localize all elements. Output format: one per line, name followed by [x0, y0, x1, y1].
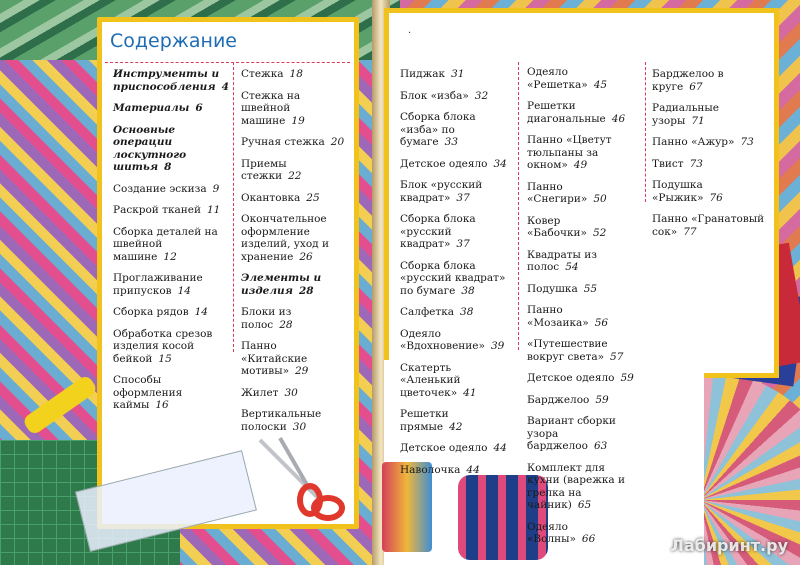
toc-entry: [400, 68, 512, 81]
toc-entry: [113, 124, 228, 174]
toc-entry: [527, 66, 639, 91]
toc-entry-page: 39: [490, 340, 505, 352]
toc-entry: [241, 213, 346, 263]
toc-entry-page: 56: [594, 316, 609, 329]
toc-entry-title: Салфетка: [400, 306, 455, 318]
toc-entry-page: 73: [740, 136, 754, 148]
toc-entry: [400, 260, 512, 298]
toc-entry: [113, 374, 228, 412]
toc-entry: [527, 394, 639, 407]
toc-entry-page: 33: [444, 136, 459, 148]
toc-entry-title: Ручная стежка: [241, 136, 325, 148]
toc-entry-title: Скатерть «Аленький цветочек»: [400, 361, 461, 399]
toc-entry-page: 29: [295, 365, 309, 377]
toc-entry: [400, 306, 512, 319]
toc-entry-title: Детское одеяло: [527, 372, 615, 384]
toc-entry: [241, 136, 346, 149]
toc-entry-page: 38: [461, 284, 475, 297]
toc-entry: [527, 415, 639, 453]
toc-entry-page: 46: [611, 112, 626, 125]
column-divider: [645, 62, 646, 202]
toc-entry: [527, 181, 639, 206]
toc-entry: [652, 179, 772, 204]
page-title: Содержание: [110, 30, 237, 52]
toc-entry-page: 28: [299, 284, 314, 297]
toc-entry: [400, 213, 512, 251]
toc-entry-title: Радиальные узоры: [652, 102, 720, 127]
toc-entry: [527, 249, 639, 274]
toc-entry-title: Детское одеяло: [400, 442, 488, 454]
toc-entry: [400, 408, 512, 433]
toc-entry-title: Блок «изба»: [400, 89, 469, 102]
toc-entry-title: Создание эскиза: [113, 182, 207, 195]
toc-entry-page: 12: [163, 250, 177, 263]
toc-entry-title: Одеяло «Решетка»: [527, 66, 588, 91]
toc-entry-page: 65: [577, 499, 592, 511]
toc-entry-title: Одеяло «Вдохновение»: [400, 327, 485, 352]
toc-entry-title: Материалы: [113, 102, 190, 114]
toc-entry: [241, 158, 346, 183]
toc-entry-page: 25: [306, 191, 320, 204]
toc-entry-title: Решетки прямые: [400, 408, 449, 433]
toc-entry-title: Сборка деталей на швейной машине: [113, 225, 218, 263]
toc-entry-page: 42: [449, 420, 463, 433]
toc-entry-title: Твист: [652, 157, 684, 170]
toc-entry-page: 50: [593, 193, 607, 205]
toc-entry-title: Барджелоо: [527, 393, 590, 406]
toc-entry: [241, 408, 346, 433]
toc-entry: [527, 283, 639, 296]
toc-entry: [527, 521, 639, 546]
toc-entry-page: 77: [683, 225, 697, 238]
toc-entry: [241, 306, 346, 331]
toc-entry-title: Барджелоо в круге: [652, 68, 724, 93]
toc-entry: [527, 462, 639, 512]
toc-column-5: [652, 68, 772, 247]
toc-entry: [527, 134, 639, 172]
toc-entry-page: 59: [620, 372, 634, 384]
toc-entry: [400, 158, 512, 171]
toc-entry-title: Раскрой тканей: [113, 204, 201, 216]
toc-entry-page: 44: [466, 463, 480, 476]
toc-entry: [652, 68, 772, 93]
toc-entry-page: 38: [460, 306, 474, 318]
toc-entry-title: Окончательное оформление изделий, уход и хранение: [241, 213, 329, 263]
toc-entry-title: Панно «Китайские мотивы»: [241, 340, 308, 377]
toc-entry-page: 4: [221, 80, 229, 93]
top-divider: [105, 62, 350, 63]
toc-entry-title: Квадраты из полос: [527, 248, 597, 273]
toc-entry-title: Блок «русский квадрат»: [400, 179, 483, 204]
toc-entry-page: 49: [573, 159, 588, 171]
toc-entry-title: Детское одеяло: [400, 157, 488, 170]
toc-entry: [113, 204, 228, 217]
toc-entry-page: 16: [155, 399, 169, 411]
toc-entry-title: Окантовка: [241, 191, 301, 204]
toc-entry-title: Панно «Ажур»: [652, 136, 735, 148]
toc-entry: [400, 328, 512, 353]
toc-column-1: [113, 68, 228, 421]
toc-entry: [652, 136, 772, 149]
toc-entry-page: 30: [292, 420, 307, 433]
toc-entry: [241, 192, 346, 205]
toc-entry-title: Решетки диагональные: [527, 100, 606, 125]
toc-entry-title: Сборка блока «русский квадрат»: [400, 213, 476, 250]
toc-entry-title: Панно «Мозаика»: [527, 304, 589, 329]
toc-entry: [400, 90, 512, 103]
toc-entry: [527, 304, 639, 329]
toc-entry-page: 18: [289, 68, 303, 80]
toc-column-3: [400, 68, 512, 485]
toc-entry-page: 31: [451, 68, 465, 80]
toc-entry-title: Наволочка: [400, 463, 461, 476]
toc-entry-page: 30: [284, 386, 298, 399]
scissors-icon: [250, 430, 360, 530]
toc-entry: [113, 306, 228, 319]
toc-entry: [113, 68, 228, 93]
toc-entry-page: 32: [474, 89, 489, 102]
toc-entry-title: Инструменты и приспособления: [113, 68, 220, 93]
toc-entry: [527, 372, 639, 385]
toc-entry-page: 11: [207, 204, 221, 216]
toc-entry-page: 66: [581, 533, 596, 545]
toc-entry-page: 14: [194, 306, 208, 318]
toc-entry: [527, 100, 639, 125]
toc-entry-page: 67: [689, 80, 703, 93]
toc-entry-page: 6: [195, 102, 203, 114]
toc-entry-title: Сборка блока «изба» по бумаге: [400, 111, 476, 148]
toc-column-2: [241, 68, 346, 442]
toc-entry-page: 8: [164, 161, 172, 173]
toc-entry-page: 26: [299, 250, 313, 263]
toc-entry-page: 37: [456, 238, 470, 250]
toc-entry-title: Сборка рядов: [113, 306, 189, 318]
toc-entry-title: Комплект для кухни (варежка и грелка на чайник): [527, 461, 626, 511]
toc-entry-title: Панно «Гранатовый сок»: [652, 213, 765, 238]
toc-entry-page: 9: [212, 182, 220, 195]
toc-entry-page: 41: [463, 386, 477, 399]
toc-entry-page: 34: [493, 157, 507, 170]
toc-entry-page: 37: [456, 191, 470, 204]
toc-entry-title: Стежка: [241, 68, 284, 80]
toc-entry-title: Блоки из полос: [241, 306, 292, 331]
toc-entry-title: Ковер «Бабочки»: [527, 214, 587, 239]
toc-entry: [652, 158, 772, 171]
toc-entry-title: «Путешествие вокруг света»: [527, 338, 608, 363]
toc-column-4: [527, 66, 639, 555]
toc-entry-page: 15: [158, 352, 172, 365]
toc-entry-title: Вариант сборки узора барджелоо: [527, 415, 616, 452]
toc-entry: [241, 340, 346, 378]
toc-entry: [652, 213, 772, 238]
toc-entry: [241, 387, 346, 400]
toc-entry: [113, 328, 228, 366]
toc-entry: [527, 215, 639, 240]
toc-entry: [400, 111, 512, 149]
toc-entry: [113, 226, 228, 264]
toc-entry-page: 20: [330, 136, 345, 148]
toc-entry: [652, 102, 772, 127]
toc-entry-page: 28: [279, 318, 293, 331]
toc-entry-page: 55: [583, 282, 598, 295]
toc-entry-page: 14: [177, 284, 191, 297]
toc-entry-title: Обработка срезов изделия косой бейкой: [113, 327, 213, 365]
toc-entry-page: 59: [595, 393, 609, 406]
toc-entry-title: Приемы стежки: [241, 157, 287, 182]
toc-entry-title: Сборка блока «русский квадрат» по бумаге: [400, 259, 506, 297]
toc-entry: [241, 90, 346, 128]
toc-entry-title: Элементы и изделия: [241, 272, 322, 297]
toc-entry-title: Панно «Цветут тюльпаны за окном»: [527, 134, 612, 171]
toc-entry: [527, 338, 639, 363]
toc-entry: [400, 464, 512, 477]
toc-entry-page: 52: [592, 227, 607, 239]
toc-entry-page: 57: [610, 350, 624, 363]
toc-entry-title: Подушка: [527, 282, 578, 295]
toc-entry-page: 22: [288, 170, 302, 182]
toc-entry: [241, 68, 346, 81]
toc-entry-title: Подушка «Рыжик»: [652, 179, 704, 204]
column-divider: [233, 62, 234, 352]
toc-entry-page: 44: [493, 442, 507, 454]
column-divider: [518, 62, 519, 350]
toc-entry-title: Проглаживание припусков: [113, 272, 203, 297]
page-mark: ·: [408, 28, 412, 39]
toc-entry-title: Пиджак: [400, 68, 446, 80]
toc-entry-page: 73: [689, 157, 703, 170]
toc-entry: [113, 183, 228, 196]
toc-entry: [400, 442, 512, 455]
toc-entry-title: Панно «Снегири»: [527, 180, 588, 205]
toc-entry: [400, 362, 512, 400]
toc-entry: [400, 179, 512, 204]
toc-entry-title: Стежка на швейной машине: [241, 89, 301, 127]
watermark-logo: Лабиринт.ру: [670, 536, 788, 555]
toc-entry: [113, 102, 228, 115]
toc-entry-title: Вертикальные полоски: [241, 408, 322, 433]
toc-entry-page: 19: [291, 114, 305, 127]
toc-entry: [241, 272, 346, 297]
toc-entry-page: 76: [709, 191, 723, 204]
toc-entry-title: Основные операции лоскутного шитья: [113, 123, 187, 173]
toc-entry-title: Жилет: [241, 386, 279, 399]
toc-entry-title: Способы оформления каймы: [113, 374, 183, 411]
toc-entry-page: 54: [565, 261, 579, 273]
toc-entry: [113, 272, 228, 297]
toc-entry-page: 45: [593, 78, 608, 91]
toc-entry-page: 71: [691, 114, 705, 127]
toc-entry-title: Одеяло «Волны»: [527, 520, 576, 545]
toc-entry-page: 63: [593, 440, 608, 452]
